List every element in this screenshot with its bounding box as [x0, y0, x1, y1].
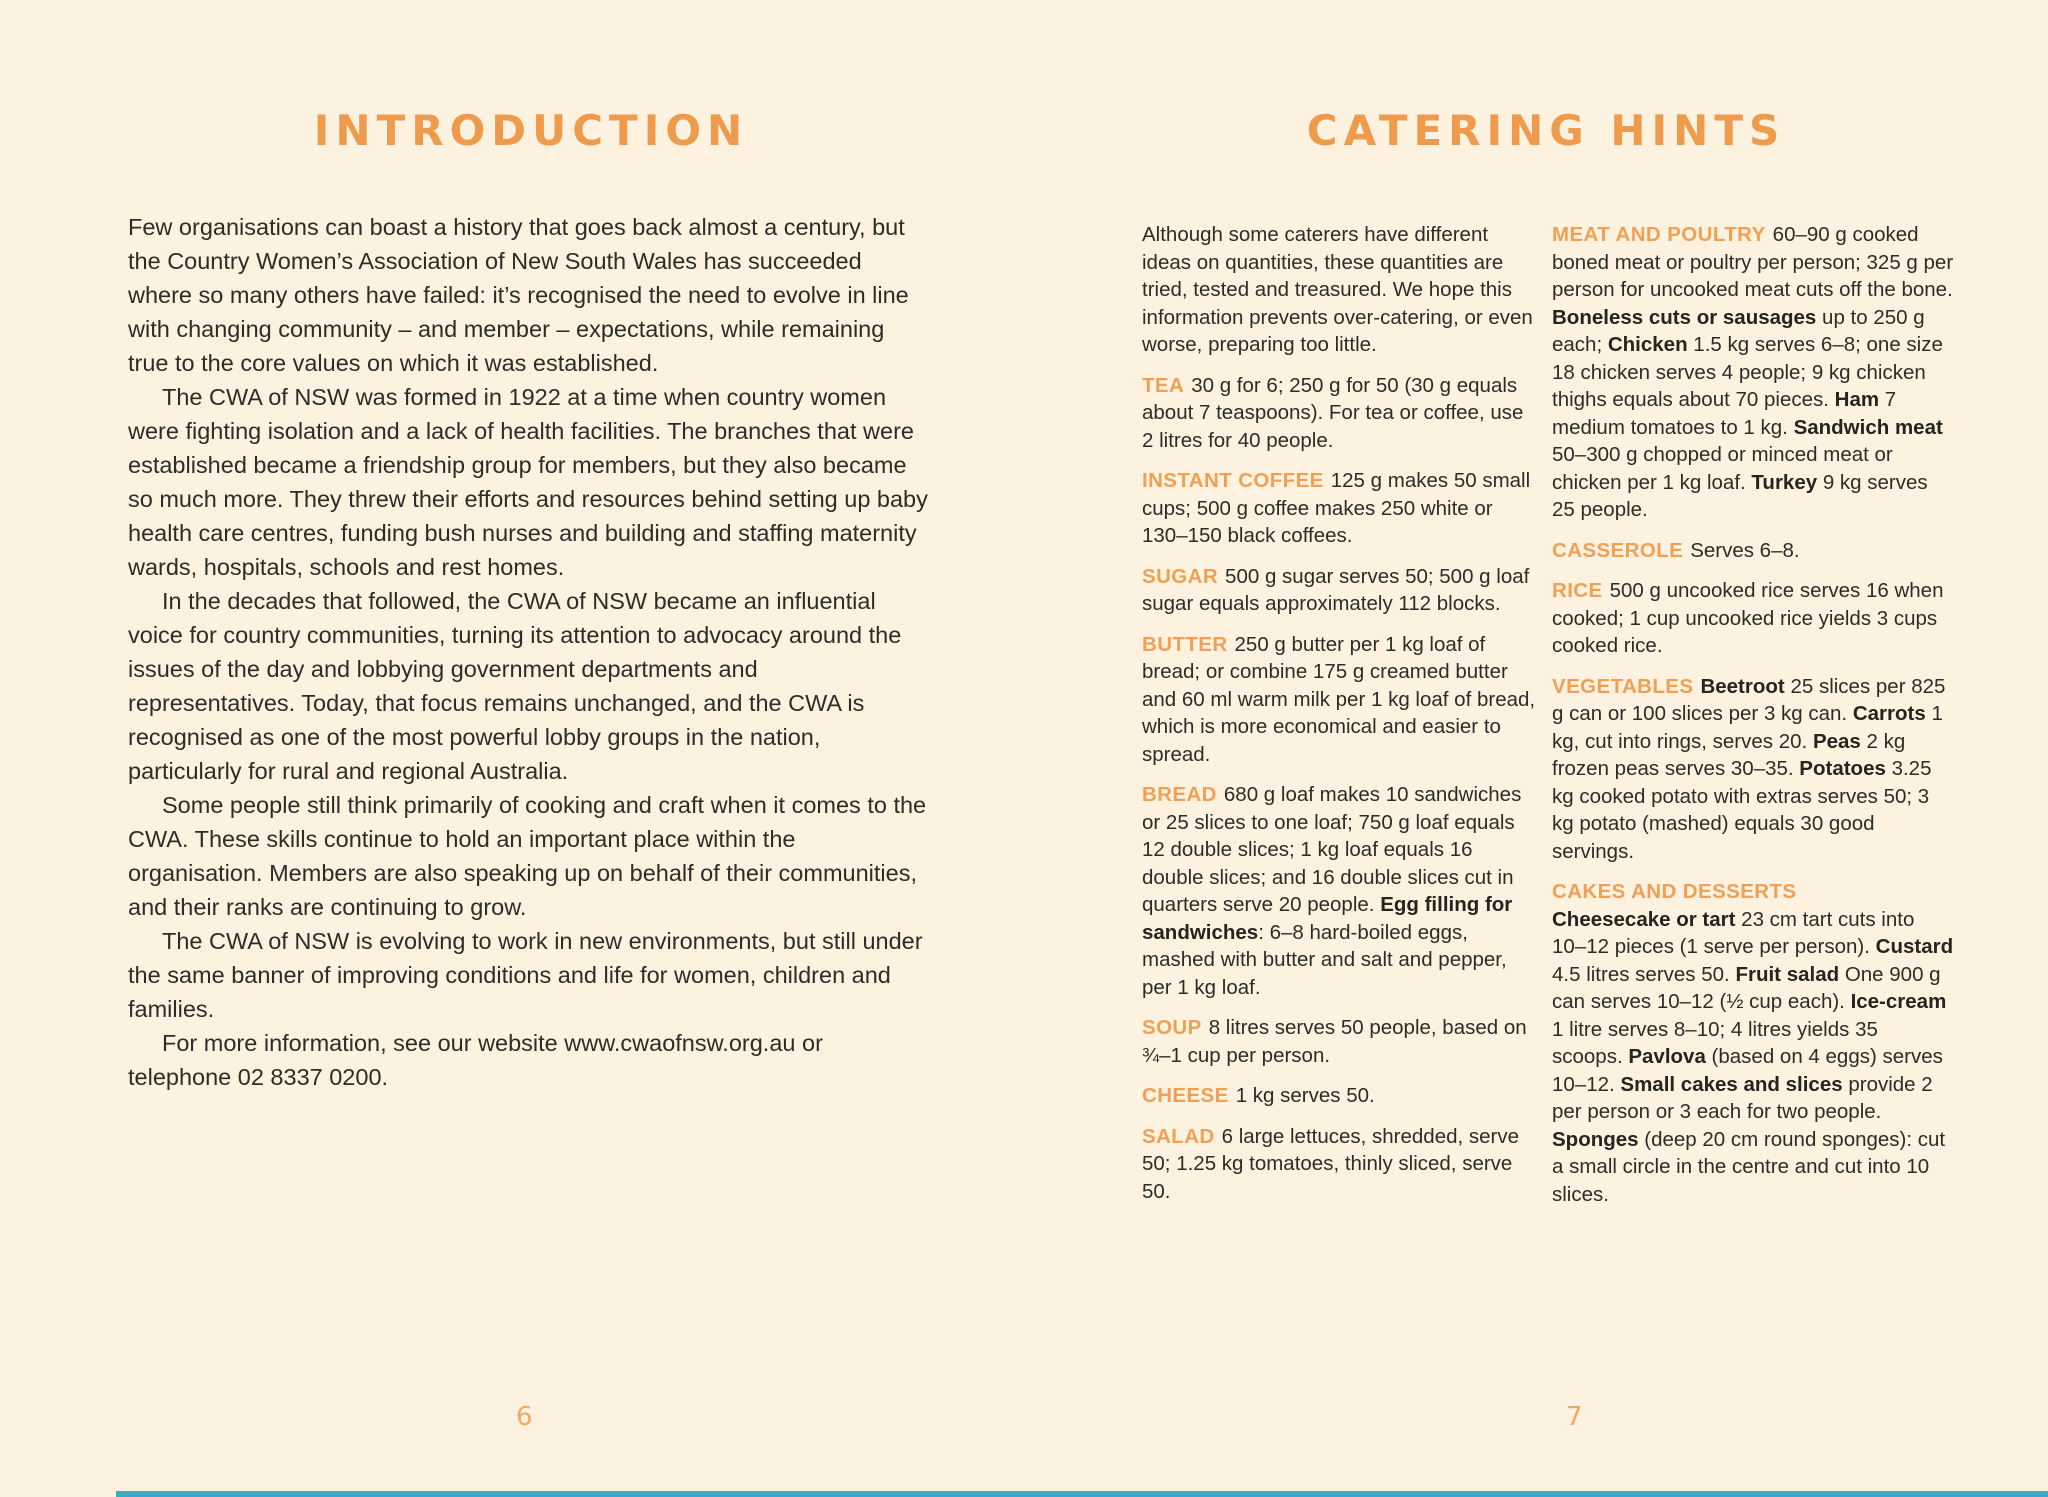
catering-section	[1552, 221, 1954, 524]
section-text: 1 kg serves 50.	[1235, 1084, 1375, 1107]
catering-column-2	[1552, 221, 1954, 1221]
catering-section	[1142, 467, 1538, 550]
catering-section	[1142, 1123, 1538, 1206]
section-text: Serves 6–8.	[1690, 538, 1800, 562]
section-label: CHEESE	[1142, 1084, 1229, 1107]
page-number-right: 7	[1566, 1402, 1583, 1432]
catering-section	[1142, 221, 1538, 359]
section-label: CASSEROLE	[1552, 538, 1684, 562]
section-label: MEAT AND POULTRY	[1552, 223, 1766, 246]
catering-section	[1552, 537, 1954, 565]
catering-section	[1552, 878, 1954, 1208]
section-text: 60–90 g cooked boned meat or poultry per person; 325 g per person for uncooked meat cuts off the bone. Boneless cuts or sausages up to 250 g each; Chicken 1.5 kg serves 6–8; one size 18 chicken serves 4 people; 9 kg chicken thighs equals about 70 pieces. Ham 7 medium tomatoes to 1 kg. Sandwich meat 50–300 g chopped or minced meat or chicken per 1 kg loaf. Turkey 9 kg serves 25 people.	[1552, 223, 1954, 521]
section-text: Beetroot 25 slices per 825 g can or 100 slices per 3 kg can. Carrots 1 kg, cut into rings, serves 20. Peas 2 kg frozen peas serves 30–35. Potatoes 3.25 kg cooked potato with extras serves 50; 3 kg potato (mashed) equals 30 good servings.	[1552, 674, 1946, 863]
section-label: TEA	[1142, 373, 1185, 397]
section-text: 30 g for 6; 250 g for 50 (30 g equals about 7 teaspoons). For tea or coffee, use 2 litres for 40 people.	[1142, 373, 1524, 452]
catering-section	[1142, 372, 1538, 455]
body-paragraph: For more information, see our website www.cwaofnsw.org.au or telephone 02 8337 0200.	[128, 1030, 823, 1090]
section-text: 8 litres serves 50 people, based on ¾–1 cup per person.	[1142, 1016, 1527, 1067]
left-page-header	[128, 106, 934, 155]
section-label: BREAD	[1142, 783, 1217, 806]
section-text: 125 g makes 50 small cups; 500 g coffee makes 250 white or 130–150 black coffees.	[1142, 469, 1531, 547]
catering-section	[1142, 563, 1538, 618]
section-label: BUTTER	[1142, 632, 1228, 656]
section-text: 680 g loaf makes 10 sandwiches or 25 slices to one loaf; 750 g loaf equals 12 double slices; 1 kg loaf equals 16 double slices; and 16 double slices cut in quarters serve 20 people. Egg filling for sandwiches: 6–8 hard-boiled eggs, mashed with butter and salt and pepper, per 1 kg loaf.	[1142, 783, 1522, 999]
section-label: SALAD	[1142, 1124, 1215, 1148]
catering-section	[1142, 781, 1538, 1001]
body-paragraph: In the decades that followed, the CWA of NSW became an influential voice for country communities, turning its attention to advocacy around the issues of the day and lobbying government departments and representatives. Today, that focus remains unchanged, and the CWA is recognised as one of the most powerful lobby groups in the nation, particularly for rural and regional Australia.	[128, 588, 902, 784]
section-label: SOUP	[1142, 1016, 1202, 1039]
section-text: Cheesecake or tart 23 cm tart cuts into 10–12 pieces (1 serve per person). Custard 4.5 litres serves 50. Fruit salad One 900 g can serves 10–12 (½ cup each). Ice-cream 1 litre serves 8–10; 4 litres yields 35 scoops. Pavlova (based on 4 eggs) serves 10–12. Small cakes and slices provide 2 per person or 3 each for two people. Sponges (deep 20 cm round sponges): cut a small circle in the centre and cut into 10 slices.	[1552, 907, 1954, 1206]
page-number-left: 6	[516, 1402, 533, 1432]
section-text: 250 g butter per 1 kg loaf of bread; or combine 175 g creamed butter and 60 ml warm milk per 1 kg loaf of bread, which is more economical and easier to spread.	[1142, 632, 1536, 766]
section-text: 6 large lettuces, shredded, serve 50; 1.25 kg tomatoes, thinly sliced, serve 50.	[1142, 1124, 1520, 1203]
catering-section	[1142, 1082, 1538, 1110]
section-text: Although some caterers have different ideas on quantities, these quantities are tried, tested and treasured. We hope this information prevents over-catering, or even worse, preparing too little.	[1142, 223, 1533, 356]
body-paragraph: Some people still think primarily of cooking and craft when it comes to the CWA. These skills continue to hold an important place within the organisation. Members are also speaking up on behalf of their communities, and their ranks are continuing to grow.	[128, 792, 927, 920]
catering-section	[1552, 673, 1954, 866]
body-paragraph: The CWA of NSW is evolving to work in new environments, but still under the same banner of improving conditions and life for women, children and families.	[128, 928, 923, 1022]
section-label: CAKES AND DESSERTS	[1552, 880, 1797, 903]
body-paragraph: The CWA of NSW was formed in 1922 at a time when country women were fighting isolation and a lack of health facilities. The branches that were established became a friendship group for members, but they also became so much more. They threw their efforts and resources behind setting up baby health care centres, funding bush nurses and building and staffing maternity wards, hospitals, schools and rest homes.	[128, 384, 928, 580]
body-paragraph: Few organisations can boast a history that goes back almost a century, but the Country Women’s Association of New South Wales has succeeded where so many others have failed: it’s recognised the need to evolve in line with changing community – and member – expectations, while remaining true to the core values on which it was established.	[128, 214, 909, 376]
catering-section	[1142, 631, 1538, 769]
section-label: RICE	[1552, 579, 1603, 602]
right-page-header	[1136, 106, 1956, 155]
section-label: INSTANT COFFEE	[1142, 469, 1324, 492]
catering-section	[1142, 1014, 1538, 1069]
page-title-catering-hints: CATERING HINTS	[1306, 106, 1786, 155]
section-text: 500 g sugar serves 50; 500 g loaf sugar equals approximately 112 blocks.	[1142, 564, 1530, 615]
section-text: 500 g uncooked rice serves 16 when cooked; 1 cup uncooked rice yields 3 cups cooked rice.	[1552, 579, 1944, 657]
section-label: VEGETABLES	[1552, 674, 1694, 698]
bottom-accent-bar	[116, 1491, 2048, 1497]
introduction-body	[128, 210, 928, 1094]
catering-column-1	[1142, 221, 1538, 1218]
catering-section	[1552, 577, 1954, 660]
section-label: SUGAR	[1142, 564, 1219, 588]
page-title-introduction: INTRODUCTION	[313, 106, 749, 155]
